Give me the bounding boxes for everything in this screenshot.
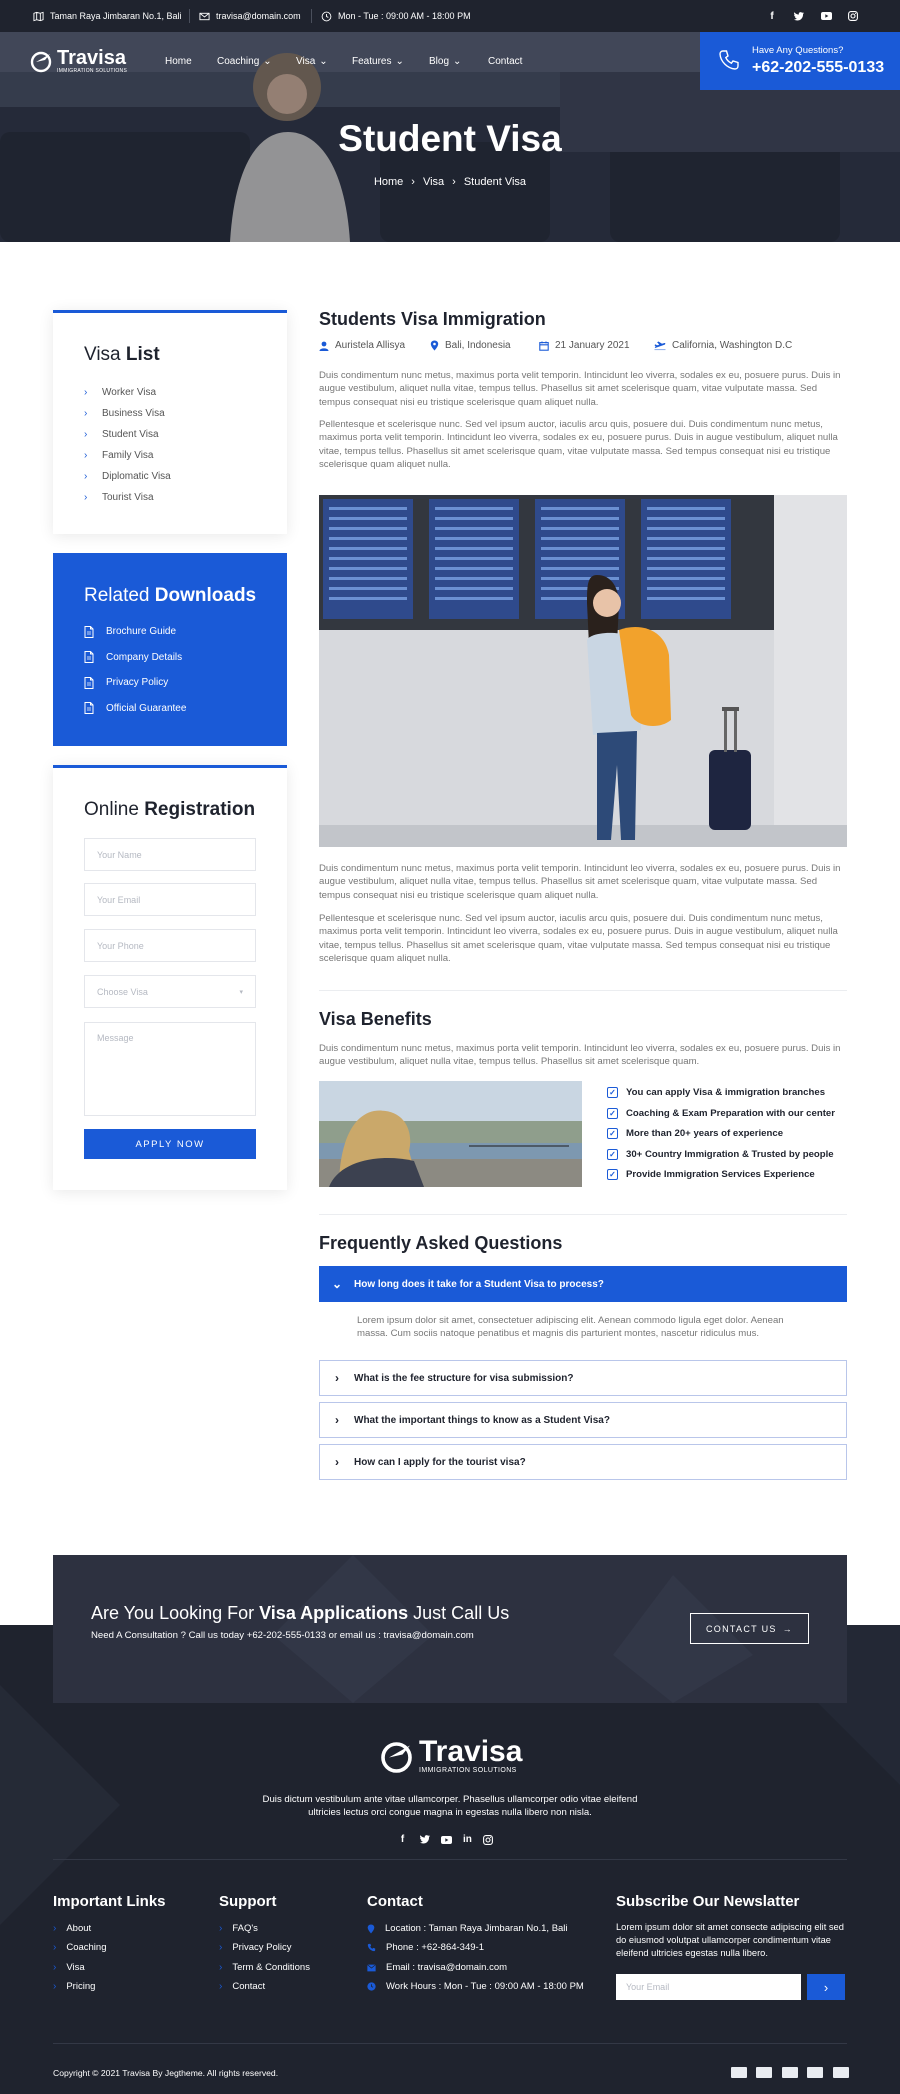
chevron-right-icon: ›	[219, 1923, 223, 1934]
visa-list-item[interactable]: › Family Visa	[84, 450, 154, 461]
map-pin-icon	[367, 1924, 375, 1934]
chevron-right-icon: ›	[53, 1923, 57, 1934]
chevron-right-icon: ›	[84, 450, 88, 461]
chevron-right-icon: ›	[84, 387, 88, 398]
faq-question-open[interactable]: ⌄ How long does it take for a Student Visa to process?	[319, 1266, 847, 1302]
globe-plane-logo-icon	[380, 1738, 416, 1774]
footer-link[interactable]: › Pricing	[53, 1981, 96, 1992]
article-paragraph: Pellentesque et scelerisque nunc. Sed vel ipsum auctor, iaculis arcu quis, posuere dui. Duis condimentum nunc metus, maximus porta velit temporin. Intincidunt leo viverra, sodales ex eu, posuere purus. Duis in augue vestibulum, aliquet nulla vitae, tempus tellus. Phasellus sit amet scelerisque quam, vitae vulputate massa. Sed tempus consequat nisi eu tristique scelerisque quam aliquet nulla.	[319, 913, 838, 965]
clock-icon	[321, 11, 332, 22]
youtube-icon[interactable]	[819, 9, 833, 23]
nav-features[interactable]: Features ⌄	[352, 56, 404, 67]
important-links-title: Important Links	[53, 1893, 166, 1910]
newsletter-title: Subscribe Our Newslatter	[616, 1893, 800, 1910]
cta-title: Are You Looking For Visa Applications Just Call Us	[91, 1603, 510, 1623]
faq-answer: Lorem ipsum dolor sit amet, consectetuer adipiscing elit. Aenean commodo ligula eget dolor. Aenean massa. Cum sociis natoque penatibus et magnis dis parturient montes, nascetur ridiculus mus.	[357, 1315, 784, 1340]
meta-location: Bali, Indonesia	[430, 340, 511, 351]
support-title: Support	[219, 1893, 277, 1910]
download-item[interactable]: Company Details	[84, 645, 274, 671]
nav-visa[interactable]: Visa ⌄	[296, 56, 328, 67]
meta-destination: California, Washington D.C	[654, 340, 792, 351]
newsletter-email-input[interactable]: Your Email	[616, 1974, 801, 2000]
breadcrumb-visa[interactable]: Visa	[422, 176, 445, 188]
footer-logo[interactable]: Travisa IMMIGRATION SOLUTIONS	[380, 1737, 522, 1774]
divider	[53, 2043, 847, 2044]
paypal-icon	[807, 2067, 823, 2078]
footer-about: Duis dictum vestibulum ante vitae ullamcorper. Phasellus ullamcorper odio vitae eleifend ultricies lectus orci congue magna in egestas nulla libero non nisla.	[262, 1794, 638, 1819]
related-downloads-widget	[53, 553, 287, 746]
download-item[interactable]: Official Guarantee	[84, 696, 274, 722]
arrow-right-icon: →	[782, 1623, 793, 1634]
faq-title: Frequently Asked Questions	[319, 1233, 563, 1253]
visa-icon	[782, 2067, 798, 2078]
newsletter-submit-button[interactable]	[807, 1974, 845, 2000]
chevron-right-icon: ›	[452, 176, 456, 188]
map-icon	[33, 11, 44, 22]
benefits-photo-city-view	[319, 1081, 582, 1187]
divider	[319, 1214, 847, 1215]
chevron-down-icon: ⌄	[395, 56, 404, 67]
faq-question[interactable]: › How can I apply for the tourist visa?	[319, 1444, 847, 1480]
user-icon	[319, 341, 329, 351]
chevron-down-icon: ⌄	[453, 56, 462, 67]
footer-link[interactable]: › Coaching	[53, 1942, 107, 1953]
name-input[interactable]: Your Name	[84, 838, 256, 871]
calendar-icon	[539, 341, 549, 351]
benefit-item: ✓ 30+ Country Immigration & Trusted by people	[607, 1149, 834, 1160]
chevron-right-icon: ›	[823, 1979, 829, 1995]
benefit-item: ✓ Coaching & Exam Preparation with our center	[607, 1108, 835, 1119]
downloads-list	[84, 619, 274, 721]
article-paragraph: Duis condimentum nunc metus, maximus porta velit temporin. Intincidunt leo viverra, sodales ex eu, posuere purus. Duis in augue vestibulum, aliquet nulla vitae, tempus tellus. Phasellus sit amet scelerisque quam, vitae vulputate massa. Sed tempus consequat nisi eu tristique scelerisque quam aliquet nulla.	[319, 370, 841, 408]
mail-icon	[199, 11, 210, 22]
chevron-right-icon: ›	[84, 492, 88, 503]
nav-blog[interactable]: Blog ⌄	[429, 56, 462, 67]
breadcrumb-home[interactable]: Home	[373, 176, 404, 188]
check-square-icon: ✓	[607, 1128, 618, 1139]
check-square-icon: ✓	[607, 1149, 618, 1160]
visa-list-item[interactable]: › Business Visa	[84, 408, 165, 419]
chevron-right-icon: ›	[219, 1942, 223, 1953]
contact-us-button[interactable]: CONTACT US →	[690, 1613, 809, 1644]
contact-location: Location : Taman Raya Jimbaran No.1, Bali	[367, 1923, 568, 1934]
nav-contact[interactable]: Contact	[488, 56, 523, 67]
check-square-icon: ✓	[607, 1169, 618, 1180]
visa-list-widget	[53, 310, 287, 534]
article-photo-student-airport	[319, 495, 847, 847]
plane-icon	[654, 341, 666, 351]
visa-select[interactable]: Choose Visa ▾	[84, 975, 256, 1008]
phone-callout[interactable]: Have Any Questions? +62-202-555-0133	[700, 32, 900, 90]
cta-subtitle: Need A Consultation ? Call us today +62-202-555-0133 or email us : travisa@domain.com	[91, 1630, 474, 1641]
download-item[interactable]: Brochure Guide	[84, 619, 274, 645]
pdf-file-icon	[84, 626, 94, 638]
divider	[189, 9, 190, 23]
benefit-item: ✓ Provide Immigration Services Experience	[607, 1169, 815, 1180]
visa-list-title: Visa List	[84, 344, 160, 365]
faq-question[interactable]: › What the important things to know as a Student Visa?	[319, 1402, 847, 1438]
contact-phone[interactable]: Phone : +62-864-349-1	[367, 1942, 484, 1953]
phone-icon	[367, 1943, 376, 1952]
faq-question[interactable]: › What is the fee structure for visa submission?	[319, 1360, 847, 1396]
pdf-file-icon	[84, 702, 94, 714]
benefit-item: ✓ More than 20+ years of experience	[607, 1128, 783, 1139]
caret-down-icon: ▾	[239, 988, 243, 996]
benefits-intro: Duis condimentum nunc metus, maximus porta velit temporin. Intincidunt leo viverra, sodales ex eu, posuere purus. Duis in augue vestibulum, aliquet nulla vitae, tempus tellus. Phasellus sit amet scelerisque quam.	[319, 1043, 841, 1068]
apply-now-button[interactable]: APPLY NOW	[84, 1129, 256, 1159]
chevron-right-icon: ›	[335, 1455, 339, 1469]
twitter-icon[interactable]	[792, 9, 806, 23]
top-bar	[0, 0, 900, 32]
youtube-icon[interactable]	[441, 1836, 452, 1844]
article-title: Students Visa Immigration	[319, 309, 546, 329]
chevron-right-icon: ›	[84, 408, 88, 419]
article-paragraph: Duis condimentum nunc metus, maximus porta velit temporin. Intincidunt leo viverra, sodales ex eu, posuere purus. Duis in augue vestibulum, aliquet nulla vitae, tempus tellus. Phasellus sit amet scelerisque quam, vitae vulputate massa. Sed tempus consequat nisi eu tristique scelerisque quam aliquet nulla.	[319, 863, 841, 901]
meta-date: 21 January 2021	[539, 340, 630, 351]
check-square-icon: ✓	[607, 1108, 618, 1119]
copyright: Copyright © 2021 Travisa By Jegtheme. All rights reserved.	[53, 2068, 279, 2078]
footer-social	[396, 1834, 493, 1845]
meta-author: Auristela Allisya	[319, 340, 405, 351]
visa-list	[84, 382, 264, 508]
amex-icon	[756, 2067, 772, 2078]
cta-banner	[53, 1555, 847, 1703]
divider	[53, 1859, 847, 1860]
nav-home[interactable]: Home	[165, 56, 192, 67]
divider	[311, 9, 312, 23]
visa-list-item[interactable]: › Worker Visa	[84, 387, 157, 398]
chevron-right-icon: ›	[84, 471, 88, 482]
nav-coaching[interactable]: Coaching ⌄	[217, 56, 272, 67]
clock-icon	[367, 1982, 376, 1991]
facebook-icon[interactable]: f	[770, 10, 774, 22]
footer-link[interactable]: › Privacy Policy	[219, 1942, 292, 1953]
instagram-icon[interactable]	[483, 1835, 493, 1845]
benefit-item: ✓ You can apply Visa & immigration branches	[607, 1087, 825, 1098]
chevron-down-icon: ⌄	[331, 1277, 343, 1291]
footer-link[interactable]: › About	[53, 1923, 92, 1934]
registration-title: Online Registration	[84, 799, 256, 820]
map-pin-icon	[430, 340, 439, 351]
mastercard-icon	[731, 2067, 747, 2078]
chevron-right-icon: ›	[53, 1942, 57, 1953]
contact-hours: Work Hours : Mon - Tue : 09:00 AM - 18:00 PM	[367, 1981, 584, 1992]
contact-email[interactable]: Email : travisa@domain.com	[367, 1962, 507, 1973]
mail-icon	[367, 1964, 376, 1972]
page-title: Student Visa	[338, 118, 562, 159]
divider	[319, 990, 847, 991]
globe-plane-logo-icon	[30, 49, 54, 73]
visa-list-item[interactable]: › Diplomatic Visa	[84, 471, 171, 482]
twitter-icon[interactable]	[420, 1835, 430, 1844]
chevron-right-icon: ›	[335, 1413, 339, 1427]
pdf-file-icon	[84, 677, 94, 689]
chevron-right-icon: ›	[53, 1981, 57, 1992]
footer-link[interactable]: › Visa	[53, 1962, 85, 1973]
chevron-right-icon: ›	[219, 1981, 223, 1992]
pdf-file-icon	[84, 651, 94, 663]
chevron-right-icon: ›	[84, 429, 88, 440]
chevron-right-icon: ›	[53, 1962, 57, 1973]
linkedin-icon[interactable]: in	[463, 1834, 472, 1845]
newsletter-text: Lorem ipsum dolor sit amet consecte adipiscing elit sed do eiusmod volutpat ullamcorper condimentum vitae eleifend ultricies egestas nulla libero.	[616, 1922, 844, 1958]
footer-link[interactable]: › Contact	[219, 1981, 266, 1992]
chevron-down-icon: ⌄	[263, 56, 272, 67]
message-textarea[interactable]: Message	[84, 1022, 256, 1116]
chevron-right-icon: ›	[219, 1962, 223, 1973]
topbar-hours: Mon - Tue : 09:00 AM - 18:00 PM	[321, 0, 471, 32]
phone-input[interactable]: Your Phone	[84, 929, 256, 962]
instagram-icon[interactable]	[846, 9, 860, 23]
email-input[interactable]: Your Email	[84, 883, 256, 916]
article-paragraph: Pellentesque et scelerisque nunc. Sed vel ipsum auctor, iaculis arcu quis, posuere dui. Duis condimentum nunc metus, maximus porta velit temporin. Intincidunt leo viverra, sodales ex eu, posuere purus. Duis in augue vestibulum, aliquet nulla vitae, tempus tellus. Phasellus sit amet scelerisque quam, vitae vulputate massa. Sed tempus consequat nisi eu tristique scelerisque quam aliquet nulla.	[319, 419, 838, 471]
chevron-right-icon: ›	[335, 1371, 339, 1385]
discover-icon	[833, 2067, 849, 2078]
topbar-email[interactable]: travisa@domain.com	[199, 0, 301, 32]
breadcrumb	[0, 176, 900, 188]
footer-link[interactable]: › Term & Conditions	[219, 1962, 310, 1973]
check-square-icon: ✓	[607, 1087, 618, 1098]
breadcrumb-current: Student Visa	[463, 176, 527, 188]
download-item[interactable]: Privacy Policy	[84, 670, 274, 696]
benefits-title: Visa Benefits	[319, 1009, 432, 1029]
visa-list-item[interactable]: › Student Visa	[84, 429, 159, 440]
facebook-icon[interactable]: f	[400, 1834, 405, 1845]
topbar-address: Taman Raya Jimbaran No.1, Bali	[33, 0, 182, 32]
visa-list-item[interactable]: › Tourist Visa	[84, 492, 154, 503]
site-logo[interactable]: Travisa IMMIGRATION SOLUTIONS	[30, 48, 127, 74]
phone-icon	[718, 49, 740, 71]
downloads-title: Related Downloads	[84, 585, 257, 606]
chevron-down-icon: ⌄	[319, 56, 328, 67]
chevron-right-icon: ›	[411, 176, 415, 188]
contact-title: Contact	[367, 1893, 423, 1910]
footer-link[interactable]: › FAQ's	[219, 1923, 258, 1934]
